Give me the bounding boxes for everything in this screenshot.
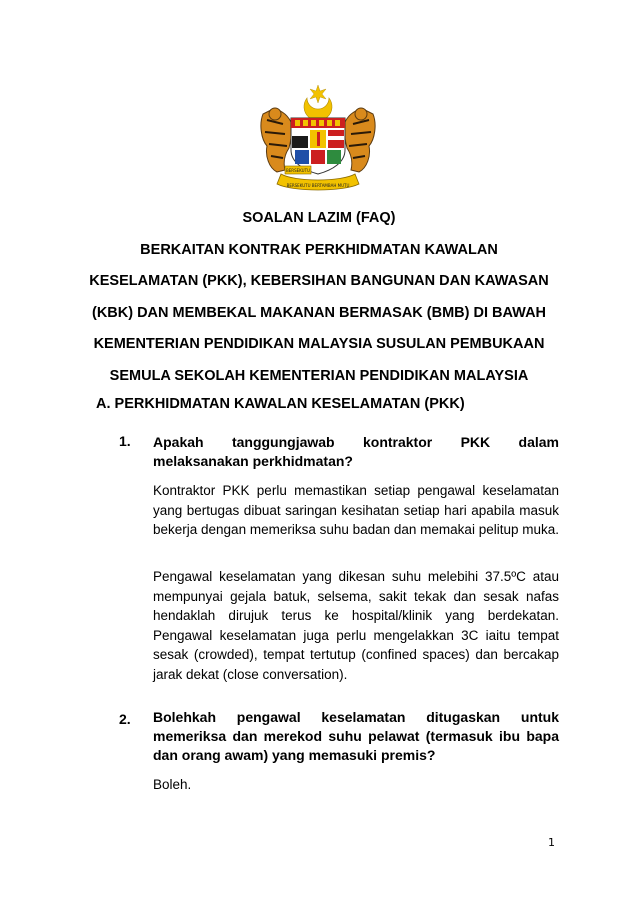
coat-of-arms-logo [255,84,381,196]
question-text: Apakah tanggungjawab kontraktor PKK dalam melaksanakan perkhidmatan? [153,434,559,469]
title-line: KEMENTERIAN PENDIDIKAN MALAYSIA SUSULAN PEMBUKAAN [93,336,545,352]
title-line: (KBK) DAN MEMBEKAL MAKANAN BERMASAK (BMB) DI BAWAH [91,304,547,321]
title-line: SEMULA SEKOLAH KEMENTERIAN PENDIDIKAN MALAYSIA [109,367,529,384]
answer-paragraph: Kontraktor PKK perlu memastikan setiap pengawal keselamatan yang bertugas dibuat saringan kesihatan setiap hari apabila masuk bekerja dengan memeriksa suhu badan dan memakai pelitup muka. [153,483,559,537]
page-number: 1 [548,836,555,849]
document-title [60,203,578,392]
answer-paragraph: Boleh. [153,777,192,792]
title-line: BERKAITAN KONTRAK PERKHIDMATAN KAWALAN [140,241,498,258]
answer-paragraph: Pengawal keselamatan yang dikesan suhu melebihi 37.5ºC atau mempunyai gejala batuk, selsema, sakit tekak dan sesak nafas hendaklah dirujuk terus ke hospital/klinik yang berdekatan. Pengawal keselamatan juga perlu mengelakkan 3C iaitu tempat sesak (crowded), tempat tertutup (confined spaces) dan bercakap jarak dekat (close conversation). [153,569,559,682]
section-heading: A. PERKHIDMATAN KAWALAN KESELAMATAN (PKK) [96,396,465,412]
question-number: 2. [119,711,131,727]
svg-text:BERSEKUTU: BERSEKUTU [286,168,310,173]
title-line: KESELAMATAN (PKK), KEBERSIHAN BANGUNAN DAN KAWASAN [89,273,549,289]
title-line: SOALAN LAZIM (FAQ) [242,210,396,226]
question-text: Bolehkah pengawal keselamatan ditugaskan untuk memeriksa dan merekod suhu pelawat (termasuk ibu bapa dan orang awam) yang memasuki premis? [153,709,559,763]
question-number: 1. [119,433,131,449]
svg-text:BERSEKUTU BERTAMBAH MUTU: BERSEKUTU BERTAMBAH MUTU [286,183,350,188]
